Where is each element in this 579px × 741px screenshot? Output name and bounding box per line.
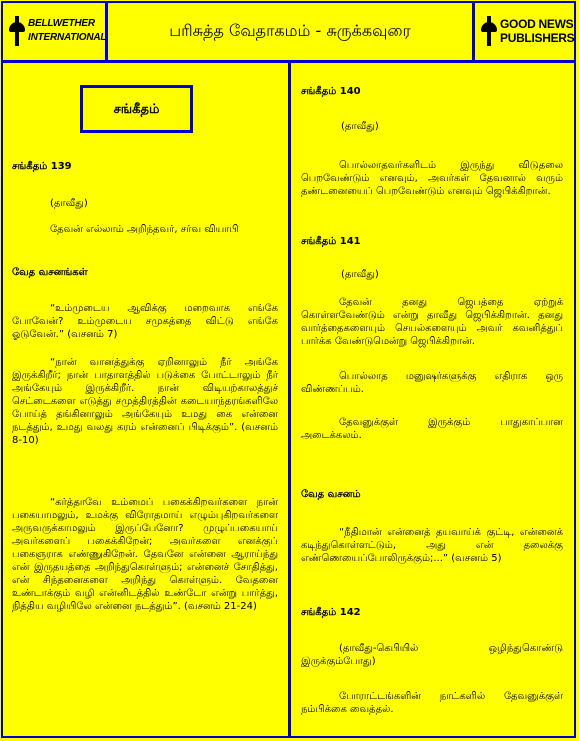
good-news-logo [481, 16, 574, 46]
bellwether-logo-icon [9, 16, 25, 46]
section-title-box: சங்கீதம் [80, 85, 193, 133]
bellwether-logo [9, 16, 106, 46]
verse-quote-1: “உம்முடைய ஆவிக்கு மறைவாக எங்கே போவேன்? உம்முடைய சமுகத்தை விட்டு எங்கே ஓடுவேன்.” (வசனம் 7) [12, 303, 278, 340]
column-divider [288, 63, 291, 738]
psalm-141-verse-quote: “நீதிமான் என்னைத் தயவாய்க் குட்டி, என்னைக் கடிந்துகொள்ளட்டும், அது என் தலைக்கு எண்ணெயைப்போலிருக்கும்;...” (வசனம் 5) [301, 527, 563, 564]
psalm-141-text-3: தேவனுக்குள் இருக்கும் பாதுகாப்பான அடைக்கலம். [301, 417, 563, 441]
psalm-142-text: போராட்டங்களின் நாட்களில் தேவனுக்குள் நம்பிக்கை வைத்தல். [301, 691, 563, 715]
verses-heading: வேத வசனங்கள் [12, 267, 88, 278]
psalm-139-summary: தேவன் எல்லாம் அறிந்தவர், சர்வ வியாபி [50, 224, 239, 235]
psalm-141-text-1: தேவன் தனது ஜெபத்தை ஏற்றுக் கொள்ளவேண்டும் என்று தாவீது ஜெபிக்கிறான். தனது வார்த்தைகளையும் செயல்களையும் அவர் கவனித்துப் பார்க்க வேண்டுமென்று ஜெபிக்கிறான். [301, 297, 563, 347]
psalm-140-author: (தாவீது) [341, 121, 379, 132]
verse-quote-3: “கர்த்தாவே உம்மைப் பகைக்கிறவர்களை நான் பகையாமலும், உமக்கு விரோதமாய் எழும்புகிறவர்களை அருவருக்காமலும் இருப்பேனோ? முழுப்பகையாய் அவர்களைப் பகைக்கிறேன்; அவர்களை எனக்குப் பகைஞராக எண்ணுகிறேன். தேவனே என்னை ஆராய்ந்து என் இருதயத்தை அறிந்துகொள்ளும்; என்னைச் சோதித்து, என் சிந்தனைகளை அறிந்து கொள்ளும். வேதனை உண்டாக்கும் வழி என்னிடத்தில் உண்டோ என்று பார்த்து, நித்திய வழியிலே என்னை நடத்தும்”. (வசனம் 21-24) [12, 497, 278, 612]
psalm-141-author: (தாவீது) [341, 269, 379, 280]
psalm-140-text: பொல்லாதவர்களிடம் இருந்து விடுதலை பெறவேண்டும் எனவும், அவர்கள் தேவனால் வரும் தண்டனையைப் பெறவேண்டும் எனவும் ஜெபிக்கிறான். [301, 160, 563, 197]
bellwether-logo-line1: BELLWETHER [28, 18, 95, 29]
page-header [3, 3, 574, 63]
verse-quote-2: “நான் வானத்துக்கு ஏறினாலும் நீர் அங்கே இருக்கிறீர்; நான் பாதாளத்தில் படுக்கை போட்டாலும் நீர் அங்கேயும் இருக்கிறீர். நான் விடியற்காலத்துச் செட்டைகளை எடுத்து சமுத்திரத்தின் கடையாந்தரங்களிலே போய்த் தங்கினாலும் அங்கேயும் உமது கை என்னை நடத்தும், உமது வலது கரம் என்னைப் பிடிக்கும்”. (வசனம் 8-10) [12, 357, 278, 446]
good-news-logo-icon [481, 16, 497, 46]
good-news-logo-box [472, 3, 574, 60]
psalm-141-heading: சங்கீதம் 141 [301, 236, 361, 247]
good-news-logo-line1: GOOD NEWS [500, 17, 574, 31]
bellwether-logo-box [3, 3, 108, 60]
psalm-141-text-2: பொல்லாத மனுஷர்களுக்கு எதிராக ஒரு விண்ணப்பம். [301, 371, 563, 395]
good-news-logo-line2: PUBLISHERS [500, 31, 575, 45]
psalm-139-heading: சங்கீதம் 139 [12, 161, 72, 172]
psalm-140-heading: சங்கீதம் 140 [301, 86, 361, 97]
psalm-142-heading: சங்கீதம் 142 [301, 607, 361, 618]
psalm-142-author: (தாவீது-கெபியில் ஒழிந்துகொண்டு இருக்கும்போது) [301, 643, 563, 667]
bellwether-logo-line2: INTERNATIONAL [28, 32, 107, 43]
verse-heading: வேத வசனம் [301, 489, 361, 500]
psalm-139-author: (தாவீது) [50, 198, 88, 209]
document-title: பரிசுத்த வேதாகமம் - சுருக்கவுரை [169, 21, 411, 40]
